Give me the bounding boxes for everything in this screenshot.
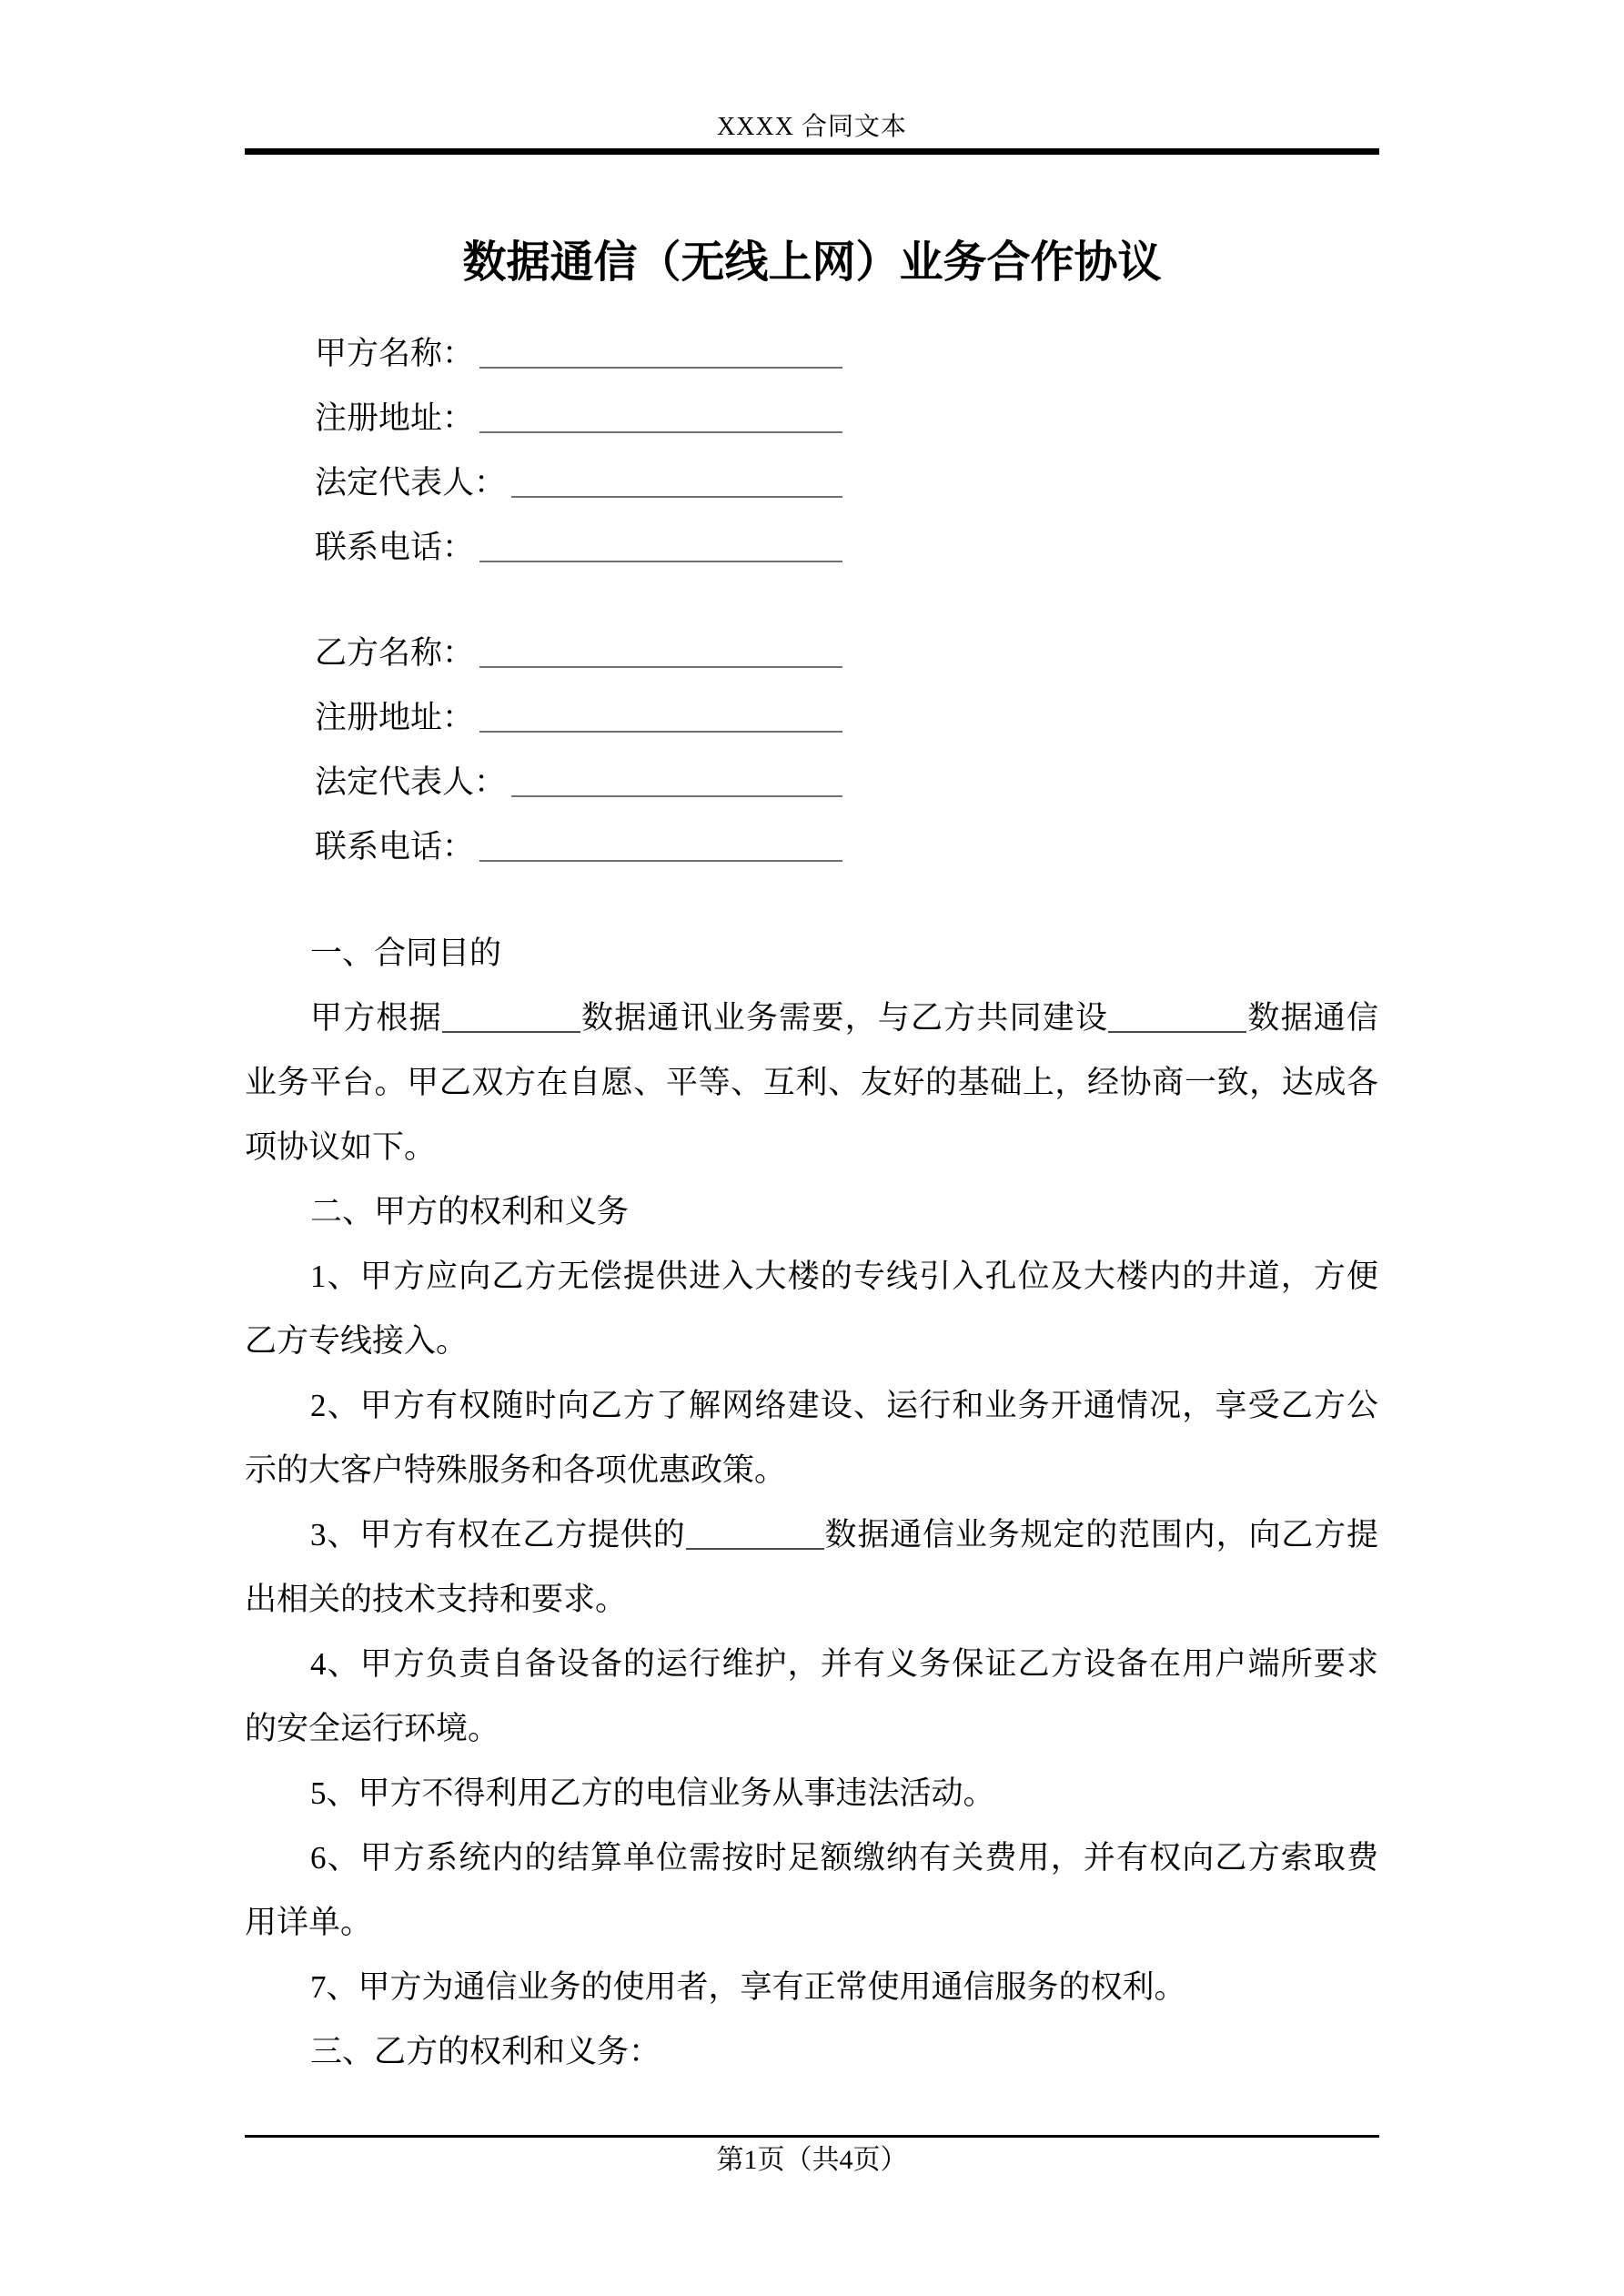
body-line xyxy=(245,1632,1378,1696)
body-text: 1、甲方应向乙方无偿提供进入大楼的专线引入孔位及大楼内的井道，方便 xyxy=(310,1259,1378,1294)
field-blank-line xyxy=(479,666,842,668)
body-line xyxy=(245,1244,1378,1309)
body-text: 3、甲方有权在乙方提供的 xyxy=(310,1517,686,1553)
field-blank-line xyxy=(479,860,842,862)
field-row xyxy=(315,515,842,580)
body-line xyxy=(245,921,1378,986)
body-line xyxy=(245,1115,1378,1179)
body-text: 项协议如下。 xyxy=(245,1129,437,1165)
body-text: 一、合同目的 xyxy=(310,936,502,971)
field-row xyxy=(315,450,842,515)
header-text: XXXX 合同文本 xyxy=(717,113,907,141)
body-line xyxy=(245,1826,1378,1890)
field-blank-line xyxy=(511,795,842,797)
body-line xyxy=(245,2019,1378,2084)
field-label: 联系电话： xyxy=(315,829,475,865)
body-text: 甲方根据 xyxy=(310,1000,442,1036)
body-line xyxy=(245,1761,1378,1826)
contract-body xyxy=(245,921,1378,2084)
field-blank-line xyxy=(511,496,842,498)
field-blank-line xyxy=(479,731,842,733)
body-line xyxy=(245,1502,1378,1567)
field-blank-line xyxy=(479,367,842,369)
field-label: 注册地址： xyxy=(315,400,475,436)
field-label: 乙方名称： xyxy=(315,635,475,671)
field-row xyxy=(315,386,842,450)
field-label: 甲方名称： xyxy=(315,336,475,371)
body-text: 数据通讯业务需要，与乙方共同建设 xyxy=(580,1000,1109,1036)
blank-underline xyxy=(442,1031,580,1033)
body-text: 4、甲方负责自备设备的运行维护，并有义务保证乙方设备在用户端所要求 xyxy=(310,1646,1378,1682)
party-a-fields xyxy=(315,321,842,580)
page-title: 数据通信（无线上网）业务合作协议 xyxy=(462,238,1162,287)
field-row xyxy=(315,621,842,685)
body-text: 出相关的技术支持和要求。 xyxy=(245,1582,628,1617)
body-text: 数据通信 xyxy=(1246,1000,1378,1036)
field-blank-line xyxy=(479,431,842,433)
body-line xyxy=(245,1955,1378,2019)
body-text: 数据通信业务规定的范围内，向乙方提 xyxy=(823,1517,1378,1553)
field-label: 法定代表人： xyxy=(315,764,507,800)
header-rule xyxy=(245,148,1379,155)
body-line xyxy=(245,1373,1378,1438)
body-text: 业务平台。甲乙双方在自愿、平等、互利、友好的基础上，经协商一致，达成各 xyxy=(245,1065,1378,1100)
footer-rule xyxy=(245,2135,1379,2138)
footer-page-number: 第1页（共4页） xyxy=(716,2145,908,2175)
body-text: 二、甲方的权利和义务 xyxy=(310,1194,630,1229)
field-row xyxy=(315,321,842,386)
body-text: 2、甲方有权随时向乙方了解网络建设、运行和业务开通情况，享受乙方公 xyxy=(310,1388,1378,1423)
field-blank-line xyxy=(479,561,842,562)
body-text: 7、甲方为通信业务的使用者，享有正常使用通信服务的权利。 xyxy=(310,1969,1186,2005)
body-line xyxy=(245,1438,1378,1502)
body-line xyxy=(245,1890,1378,1955)
blank-underline xyxy=(686,1548,824,1550)
body-text: 示的大客户特殊服务和各项优惠政策。 xyxy=(245,1452,787,1488)
field-label: 联系电话： xyxy=(315,530,475,565)
field-label: 注册地址： xyxy=(315,700,475,735)
body-text: 的安全运行环境。 xyxy=(245,1711,500,1746)
body-text: 5、甲方不得利用乙方的电信业务从事违法活动。 xyxy=(310,1775,995,1811)
field-row xyxy=(315,750,842,814)
party-b-fields xyxy=(315,621,842,879)
body-line xyxy=(245,1179,1378,1244)
body-text: 用详单。 xyxy=(245,1905,373,1940)
body-line xyxy=(245,1309,1378,1373)
body-line xyxy=(245,1567,1378,1632)
body-line xyxy=(245,986,1378,1050)
body-line xyxy=(245,1696,1378,1761)
field-row xyxy=(315,685,842,750)
body-line xyxy=(245,1050,1378,1115)
field-row xyxy=(315,814,842,879)
body-text: 三、乙方的权利和义务： xyxy=(310,2034,661,2069)
field-label: 法定代表人： xyxy=(315,465,507,501)
body-text: 6、甲方系统内的结算单位需按时足额缴纳有关费用，并有权向乙方索取费 xyxy=(310,1840,1378,1876)
blank-underline xyxy=(1108,1031,1246,1033)
body-text: 乙方专线接入。 xyxy=(245,1323,469,1359)
